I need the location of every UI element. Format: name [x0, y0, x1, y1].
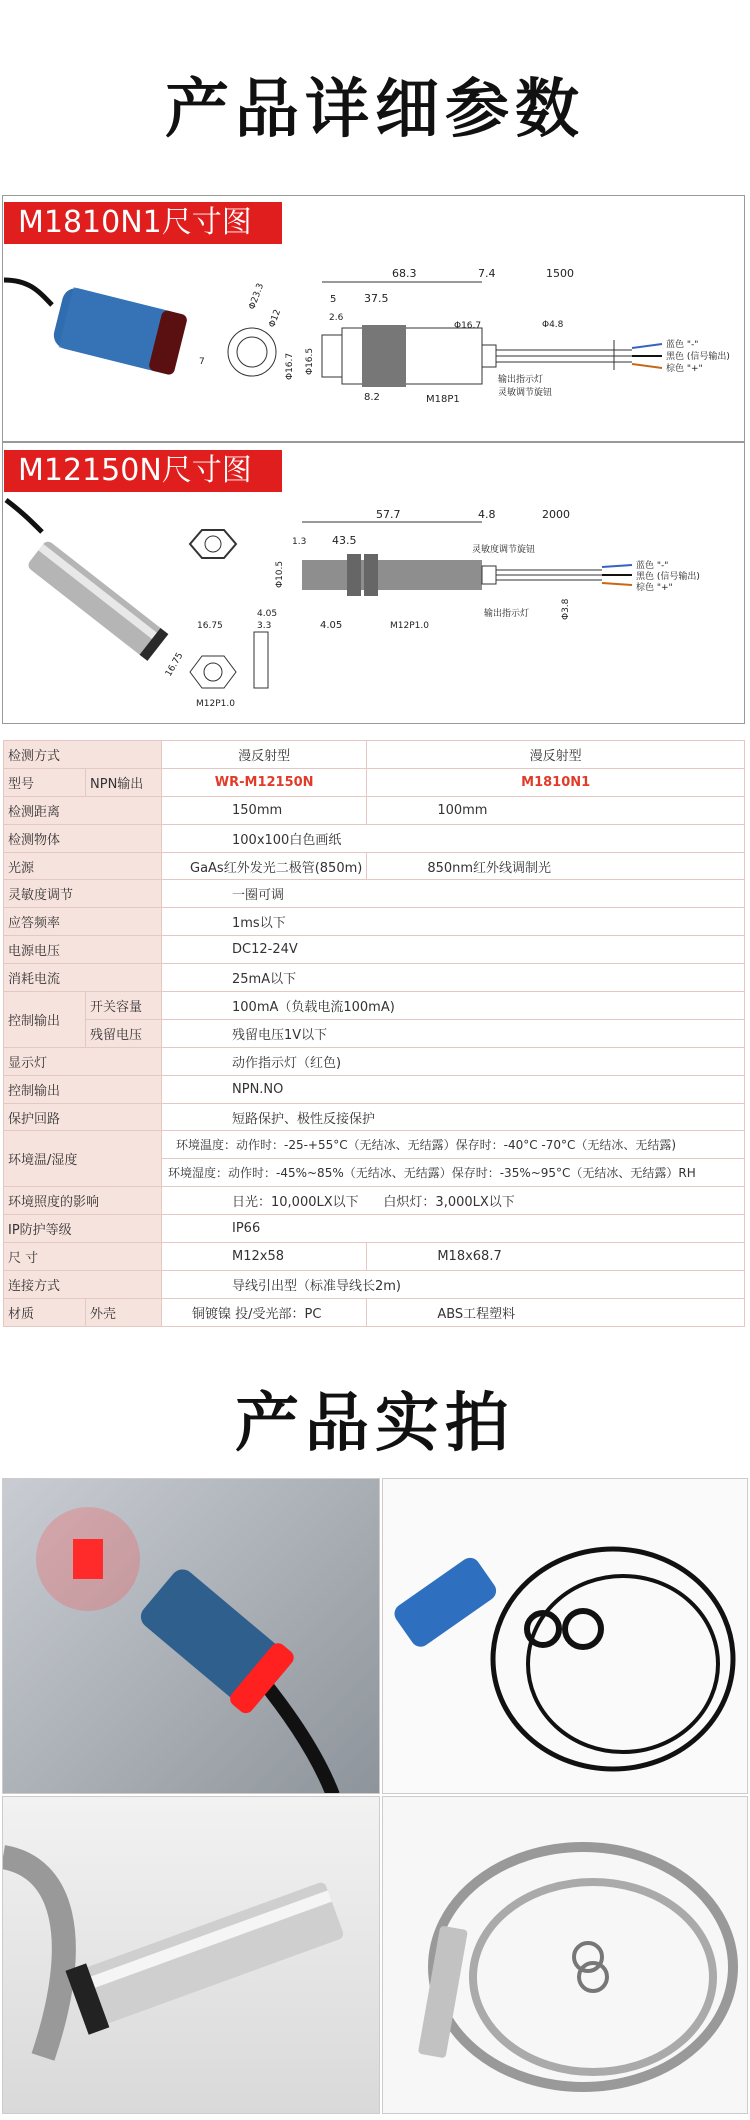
- m1810-dim-phi12: Φ12: [267, 308, 284, 330]
- m12150-dim-405: 4.05: [257, 609, 278, 619]
- table-row: [4, 852, 745, 880]
- m1810-dim-375: 37.5: [364, 292, 389, 305]
- table-cell: 100x100白色画纸: [162, 824, 745, 852]
- table-row: [4, 1075, 745, 1103]
- table-cell: 材质: [4, 1298, 86, 1326]
- photo-m12150-package: [382, 1796, 748, 2114]
- table-cell: 环境湿度：动作时：-45%~85%（无结冰、无结露）保存时：-35%~95°C（无结冰、无结露）RH: [162, 1159, 745, 1187]
- table-cell: 短路保护、极性反接保护: [162, 1103, 745, 1131]
- table-cell: DC12-24V: [162, 936, 745, 964]
- table-cell: 保护回路: [4, 1103, 162, 1131]
- m1810-dim-phi165: Φ16.5: [305, 347, 315, 375]
- m12150-wire-brown: 棕色 "+": [636, 583, 673, 593]
- m1810-drawing: [2, 240, 745, 440]
- m12150-wire-black: 黑色 (信号输出): [636, 572, 700, 582]
- table-cell: NPN输出: [86, 768, 162, 796]
- m12150-dim-33: 3.3: [257, 621, 272, 631]
- table-row: [4, 1047, 745, 1075]
- m12150-dim-405b: 4.05: [320, 620, 343, 631]
- m12150-thread-label: M12P1.0: [390, 621, 429, 631]
- table-cell: 铜镀镍 投/受光部：PC: [162, 1298, 367, 1326]
- table-cell: 动作指示灯（红色): [162, 1047, 745, 1075]
- table-cell: 残留电压1V以下: [162, 1019, 745, 1047]
- table-cell: 25mA以下: [162, 964, 745, 992]
- photo-m12150-close-image: [3, 1797, 380, 2114]
- photo-m1810-package: [382, 1478, 748, 1794]
- table-cell: 日光：10,000LX以下 白炽灯：3,000LX以下: [162, 1187, 745, 1215]
- table-row: [4, 768, 745, 796]
- table-cell: 漫反射型: [367, 741, 745, 769]
- m1810-dim-7: 7: [199, 357, 205, 367]
- m1810-knob-label: 灵敏调节旋钮: [498, 388, 553, 398]
- table-cell: 1ms以下: [162, 908, 745, 936]
- m1810-led-label: 输出指示灯: [498, 375, 544, 385]
- m12150-drawing: [2, 492, 745, 722]
- m12150-dim-1675b: 16.75: [163, 651, 186, 679]
- photo-m1810-lit-image: [3, 1479, 380, 1794]
- table-row: [4, 1243, 745, 1271]
- table-cell: IP66: [162, 1215, 745, 1243]
- table-cell: 150mm: [162, 796, 367, 824]
- m12150-banner: M12150N尺寸图: [4, 450, 282, 492]
- m1810-sensor-body: [51, 285, 188, 376]
- table-cell: 尺 寸: [4, 1243, 162, 1271]
- table-cell: WR-M12150N: [162, 768, 367, 796]
- photo-m1810-package-image: [383, 1479, 748, 1794]
- table-cell: 电源电压: [4, 936, 162, 964]
- table-row: [4, 964, 745, 992]
- table-cell: 850nm红外线调制光: [367, 852, 745, 880]
- photo-m1810-lit: [2, 1478, 380, 1794]
- table-cell: 检测方式: [4, 741, 162, 769]
- table-cell: M12x58: [162, 1243, 367, 1271]
- m1810-dim-26: 2.6: [329, 313, 344, 323]
- table-cell: 光源: [4, 852, 162, 880]
- table-row: [4, 1187, 745, 1215]
- table-cell: 100mA（负载电流100mA): [162, 992, 745, 1020]
- m1810-banner: M1810N1尺寸图: [4, 202, 282, 244]
- m1810-wire-blue: 蓝色 "-": [666, 340, 699, 350]
- table-cell: 灵敏度调节: [4, 880, 162, 908]
- table-row: [4, 908, 745, 936]
- m12150-dim-phi38: Φ3.8: [561, 598, 571, 620]
- photo-m12150-close: [2, 1796, 380, 2114]
- m1810-dim-82: 8.2: [364, 392, 380, 403]
- m1810-dim-5: 5: [330, 294, 337, 305]
- photos-title: 产品实拍: [235, 1387, 515, 1461]
- m12150-knob-label: 灵敏度调节旋钮: [472, 545, 536, 555]
- m12150-led-label: 输出指示灯: [484, 609, 530, 619]
- m1810-thread-label: M18P1: [426, 394, 460, 405]
- m12150-dim-13: 1.3: [292, 537, 307, 547]
- m1810-dim-phi23: Φ23.3: [247, 282, 267, 312]
- table-cell: GaAs红外发光二极管(850m): [162, 852, 367, 880]
- m1810-wire-brown: 棕色 "+": [666, 364, 703, 374]
- table-row: [4, 1215, 745, 1243]
- table-cell: 环境温度：动作时：-25-+55°C（无结冰、无结露）保存时：-40°C -70°C（无结冰、无结露): [162, 1131, 745, 1159]
- m12150-dim-phi105: Φ10.5: [275, 560, 285, 588]
- photo-m12150-package-image: [383, 1797, 748, 2114]
- m1810-nut: [362, 325, 406, 387]
- table-cell: 环境温/湿度: [4, 1131, 162, 1187]
- m12150-dim-435: 43.5: [332, 534, 357, 547]
- table-cell: 开关容量: [86, 992, 162, 1020]
- table-cell: M1810N1: [367, 768, 745, 796]
- table-cell: 100mm: [367, 796, 745, 824]
- table-cell: 导线引出型（标准导线长2m): [162, 1270, 745, 1298]
- m12150-dim-1675: 16.75: [197, 621, 223, 631]
- table-cell: 控制输出: [4, 992, 86, 1048]
- table-row: [4, 936, 745, 964]
- table-cell: 一圈可调: [162, 880, 745, 908]
- spec-table: [3, 740, 745, 1327]
- table-cell: 残留电压: [86, 1019, 162, 1047]
- m12150-thread2-label: M12P1.0: [196, 699, 235, 709]
- table-row: [4, 824, 745, 852]
- table-row: [4, 1131, 745, 1159]
- m12150-dim-2000: 2000: [542, 508, 570, 521]
- table-row: [4, 992, 745, 1020]
- table-row: [4, 1270, 745, 1298]
- table-cell: 漫反射型: [162, 741, 367, 769]
- table-row: [4, 796, 745, 824]
- table-cell: 环境照度的影响: [4, 1187, 162, 1215]
- m1810-wire-black: 黑色 (信号输出): [666, 352, 730, 362]
- m1810-cable: [4, 280, 52, 305]
- table-cell: 检测物体: [4, 824, 162, 852]
- table-cell: 控制输出: [4, 1075, 162, 1103]
- table-cell: 型号: [4, 768, 86, 796]
- table-cell: M18x68.7: [367, 1243, 745, 1271]
- m1810-dim-total: 68.3: [392, 267, 417, 280]
- m1810-dim-phi167b: Φ16.7: [285, 352, 295, 380]
- m1810-dim-phi48: Φ4.8: [542, 320, 564, 330]
- table-cell: 连接方式: [4, 1270, 162, 1298]
- m12150-cable: [6, 500, 42, 532]
- table-cell: 应答频率: [4, 908, 162, 936]
- table-row: [4, 880, 745, 908]
- table-cell: 显示灯: [4, 1047, 162, 1075]
- table-row: [4, 1103, 745, 1131]
- m1810-dim-phi167: Φ16.7: [454, 321, 482, 331]
- m12150-wire-blue: 蓝色 "-": [636, 561, 669, 571]
- m12150-sensor-body: [26, 539, 168, 661]
- table-row: [4, 1019, 745, 1047]
- m12150-dim-48: 4.8: [478, 508, 496, 521]
- m12150-dim-577: 57.7: [376, 508, 401, 521]
- m1810-dim-74: 7.4: [478, 267, 496, 280]
- params-title: 产品详细参数: [165, 73, 585, 147]
- table-cell: NPN.NO: [162, 1075, 745, 1103]
- table-cell: 外壳: [86, 1298, 162, 1326]
- table-row: [4, 741, 745, 769]
- table-cell: 检测距离: [4, 796, 162, 824]
- table-cell: IP防护等级: [4, 1215, 162, 1243]
- m12150-thread-body: [302, 560, 482, 590]
- table-row: [4, 1298, 745, 1326]
- m1810-dim-1500: 1500: [546, 267, 574, 280]
- table-cell: 消耗电流: [4, 964, 162, 992]
- table-cell: ABS工程塑料: [367, 1298, 745, 1326]
